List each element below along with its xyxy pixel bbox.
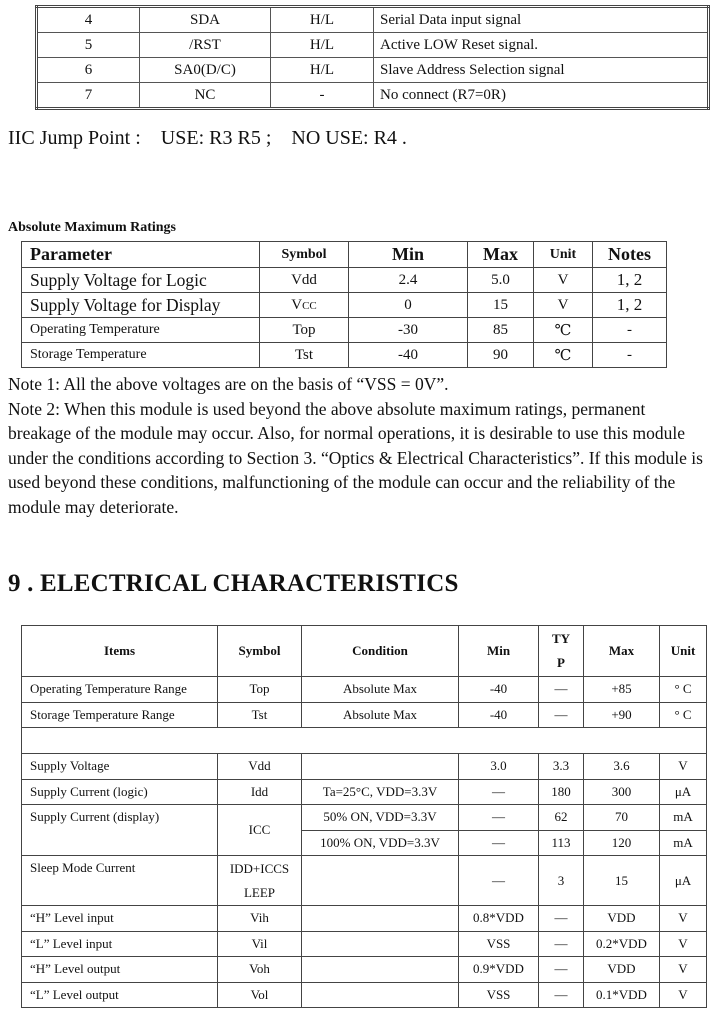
pin-no: 6	[37, 58, 140, 83]
notes-block	[8, 372, 708, 519]
symbol-subscript: CC	[302, 299, 317, 312]
condition: Absolute Max	[302, 702, 459, 728]
pin-function: Active LOW Reset signal.	[374, 33, 709, 58]
max: +90	[584, 702, 660, 728]
unit: V	[534, 293, 593, 318]
typ: 3	[539, 856, 584, 906]
min: VSS	[459, 982, 539, 1008]
header-unit: Unit	[534, 242, 593, 268]
item: Operating Temperature Range	[22, 677, 218, 703]
item: “L” Level input	[22, 931, 218, 957]
min: 2.4	[349, 268, 468, 293]
min: —	[459, 830, 539, 856]
header-notes: Notes	[593, 242, 667, 268]
pin-no: 7	[37, 83, 140, 109]
min: -40	[459, 677, 539, 703]
min: 3.0	[459, 754, 539, 780]
typ: —	[539, 702, 584, 728]
symbol-line1: IDD+ICCS	[229, 860, 290, 876]
condition	[302, 906, 459, 932]
typ: 113	[539, 830, 584, 856]
item: “H” Level input	[22, 906, 218, 932]
note-1: Note 1: All the above voltages are on the basis of “VSS = 0V”.	[8, 374, 449, 394]
max: 3.6	[584, 754, 660, 780]
parameter: Supply Voltage for Logic	[22, 268, 260, 293]
pin-symbol: /RST	[140, 33, 271, 58]
max: VDD	[584, 906, 660, 932]
table-row	[22, 931, 707, 957]
max: 0.2*VDD	[584, 931, 660, 957]
unit: ℃	[534, 343, 593, 368]
unit: ℃	[534, 318, 593, 343]
condition: Ta=25°C, VDD=3.3V	[302, 779, 459, 805]
pin-symbol: NC	[140, 83, 271, 109]
header-typ	[539, 626, 584, 677]
condition	[302, 931, 459, 957]
header-symbol: Symbol	[218, 626, 302, 677]
item: “L” Level output	[22, 982, 218, 1008]
symbol: Idd	[218, 779, 302, 805]
unit: V	[534, 268, 593, 293]
typ: —	[539, 957, 584, 983]
symbol: Vol	[218, 982, 302, 1008]
table-row	[37, 83, 709, 109]
symbol	[260, 293, 349, 318]
min: 0	[349, 293, 468, 318]
min: -30	[349, 318, 468, 343]
unit: mA	[660, 830, 707, 856]
header-condition: Condition	[302, 626, 459, 677]
unit: ° C	[660, 702, 707, 728]
max: VDD	[584, 957, 660, 983]
max: 90	[468, 343, 534, 368]
condition	[302, 856, 459, 906]
pin-level: -	[271, 83, 374, 109]
symbol: Vdd	[218, 754, 302, 780]
note-2: Note 2: When this module is used beyond the above absolute maximum ratings, permanent breakage of the module may occur. Also, for normal operations, it is desirable to use this module under the conditions according to Section 3. “Optics & Electrical Characteristics”. If this module is used beyond these conditions, malfunctioning of the module can occur and the reliability of the module may deteriorate.	[8, 398, 703, 517]
symbol: Vih	[218, 906, 302, 932]
table-row	[22, 982, 707, 1008]
min: -40	[459, 702, 539, 728]
symbol: Vdd	[260, 268, 349, 293]
typ: 3.3	[539, 754, 584, 780]
spacer-cell	[22, 728, 707, 754]
table-row	[37, 58, 709, 83]
max: 85	[468, 318, 534, 343]
condition	[302, 982, 459, 1008]
unit: V	[660, 906, 707, 932]
table-row	[22, 906, 707, 932]
table-row	[22, 856, 707, 906]
iic-jump-point: IIC Jump Point : USE: R3 R5 ; NO USE: R4 .	[8, 127, 407, 149]
max: 300	[584, 779, 660, 805]
table-row	[22, 268, 667, 293]
symbol: Tst	[218, 702, 302, 728]
symbol: Top	[260, 318, 349, 343]
condition	[302, 754, 459, 780]
pin-level: H/L	[271, 7, 374, 33]
electrical-characteristics-table	[21, 625, 707, 1008]
item: Supply Current (display)	[22, 805, 218, 856]
section-title: 9 . ELECTRICAL CHARACTERISTICS	[8, 570, 459, 597]
typ: 62	[539, 805, 584, 831]
table-header-row	[22, 626, 707, 677]
symbol: Voh	[218, 957, 302, 983]
pin-level: H/L	[271, 33, 374, 58]
notes: -	[593, 318, 667, 343]
parameter: Operating Temperature	[22, 318, 260, 343]
header-min: Min	[459, 626, 539, 677]
condition: Absolute Max	[302, 677, 459, 703]
notes: 1, 2	[593, 293, 667, 318]
min: -40	[349, 343, 468, 368]
condition: 50% ON, VDD=3.3V	[302, 805, 459, 831]
typ: —	[539, 677, 584, 703]
pin-no: 5	[37, 33, 140, 58]
unit: V	[660, 931, 707, 957]
pin-function: No connect (R7=0R)	[374, 83, 709, 109]
max: 120	[584, 830, 660, 856]
table-row	[22, 343, 667, 368]
table-header-row	[22, 242, 667, 268]
header-max: Max	[468, 242, 534, 268]
item: Supply Voltage	[22, 754, 218, 780]
max: 15	[468, 293, 534, 318]
table-row	[22, 957, 707, 983]
pin-symbol: SA0(D/C)	[140, 58, 271, 83]
unit: V	[660, 754, 707, 780]
table-row	[22, 702, 707, 728]
parameter: Storage Temperature	[22, 343, 260, 368]
min: 0.8*VDD	[459, 906, 539, 932]
unit: V	[660, 982, 707, 1008]
pin-function: Slave Address Selection signal	[374, 58, 709, 83]
max: 0.1*VDD	[584, 982, 660, 1008]
max: +85	[584, 677, 660, 703]
header-typ-line2: P	[557, 655, 565, 670]
pin-function: Serial Data input signal	[374, 7, 709, 33]
notes: 1, 2	[593, 268, 667, 293]
item: “H” Level output	[22, 957, 218, 983]
table-row	[37, 7, 709, 33]
header-parameter: Parameter	[22, 242, 260, 268]
unit: mA	[660, 805, 707, 831]
symbol: Tst	[260, 343, 349, 368]
table-row	[22, 318, 667, 343]
unit: μA	[660, 856, 707, 906]
header-items: Items	[22, 626, 218, 677]
unit: ° C	[660, 677, 707, 703]
table-row	[22, 779, 707, 805]
header-max: Max	[584, 626, 660, 677]
absolute-max-table	[21, 241, 667, 368]
min: —	[459, 779, 539, 805]
unit: μA	[660, 779, 707, 805]
condition: 100% ON, VDD=3.3V	[302, 830, 459, 856]
pin-table	[35, 5, 710, 110]
item: Sleep Mode Current	[22, 856, 218, 906]
min: VSS	[459, 931, 539, 957]
pin-symbol: SDA	[140, 7, 271, 33]
parameter: Supply Voltage for Display	[22, 293, 260, 318]
unit: V	[660, 957, 707, 983]
header-typ-line1: TY	[551, 631, 571, 646]
symbol: ICC	[218, 805, 302, 856]
item: Supply Current (logic)	[22, 779, 218, 805]
typ: 180	[539, 779, 584, 805]
symbol	[218, 856, 302, 906]
max: 5.0	[468, 268, 534, 293]
table-row	[22, 677, 707, 703]
absolute-max-heading: Absolute Maximum Ratings	[8, 220, 177, 235]
symbol-main: V	[291, 296, 303, 313]
typ: —	[539, 982, 584, 1008]
min: —	[459, 856, 539, 906]
min: 0.9*VDD	[459, 957, 539, 983]
typ: —	[539, 931, 584, 957]
table-row	[22, 754, 707, 780]
table-row	[22, 293, 667, 318]
spacer-row	[22, 728, 707, 754]
condition	[302, 957, 459, 983]
symbol-line2: LEEP	[243, 884, 276, 900]
notes: -	[593, 343, 667, 368]
max: 70	[584, 805, 660, 831]
symbol: Vil	[218, 931, 302, 957]
pin-no: 4	[37, 7, 140, 33]
symbol: Top	[218, 677, 302, 703]
item: Storage Temperature Range	[22, 702, 218, 728]
max: 15	[584, 856, 660, 906]
header-unit: Unit	[660, 626, 707, 677]
min: —	[459, 805, 539, 831]
header-symbol: Symbol	[260, 242, 349, 268]
table-row	[22, 805, 707, 831]
header-min: Min	[349, 242, 468, 268]
table-row	[37, 33, 709, 58]
pin-level: H/L	[271, 58, 374, 83]
typ: —	[539, 906, 584, 932]
